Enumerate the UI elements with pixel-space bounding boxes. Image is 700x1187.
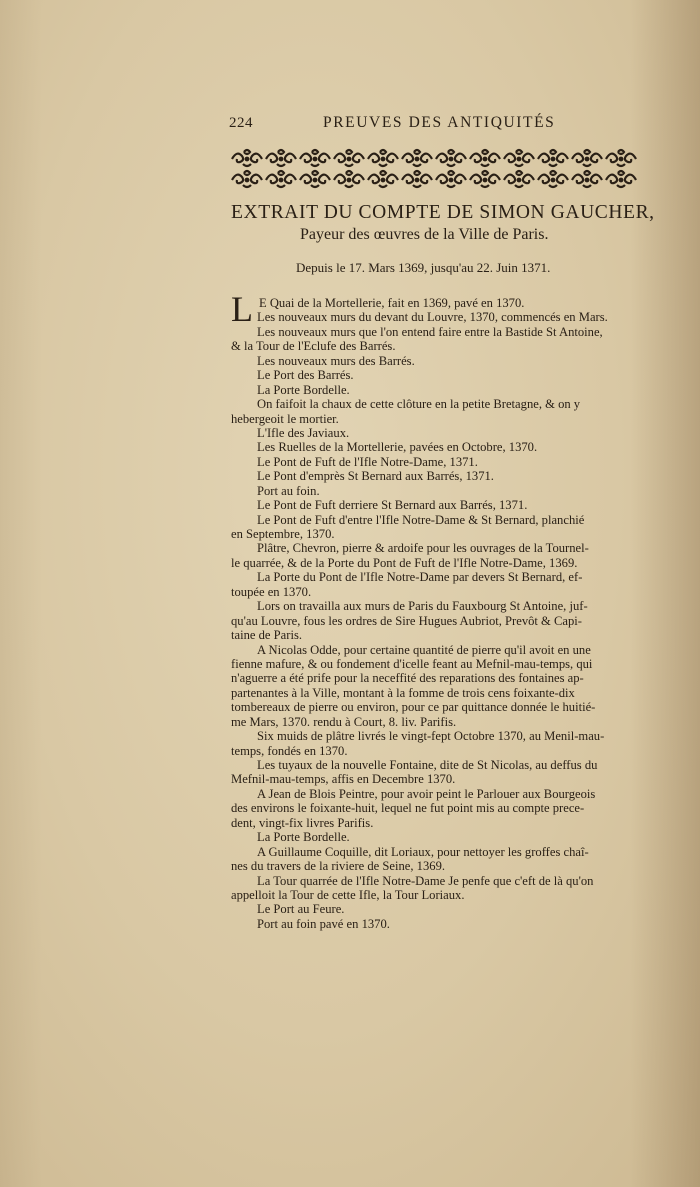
text-line: & la Tour de l'Eclufe des Barrés. [231,339,396,354]
text-line: E Quai de la Mortellerie, fait en 1369, pavé en 1370. [259,296,525,310]
fleuron-ornament [606,150,636,166]
text-line: hebergeoit le mortier. [231,411,339,426]
text-line: me Mars, 1370. rendu à Court, 8. liv. Parifis. [231,714,457,729]
text-line: qu'au Louvre, fous les ordres de Sire Hugues Aubriot, Prevôt & Capi- [231,613,582,628]
fleuron-ornament [572,150,602,166]
text-line: La Tour quarrée de l'Ifle Notre-Dame Je penfe que c'eft de là qu'on [257,873,594,888]
text-line: A Guillaume Coquille, dit Loriaux, pour nettoyer les groffes chaî- [257,844,589,859]
fleuron-ornament [606,171,636,187]
text-line: Le Port au Feure. [257,902,345,917]
text-line: Mefnil-mau-temps, affis en Decembre 1370. [231,772,456,787]
fleuron-ornament [436,150,466,166]
fleuron-ornament [266,150,296,166]
text-line: Lors on travailla aux murs de Paris du Fauxbourg St Antoine, juf- [257,599,588,614]
text-line: A Nicolas Odde, pour certaine quantité de pierre qu'il avoit en une [257,642,591,657]
text-line: La Porte du Pont de l'Ifle Notre-Dame par devers St Bernard, ef- [257,570,583,585]
running-title: PREUVES DES ANTIQUITÉS [323,114,556,131]
fleuron-ornament [470,150,500,166]
text-line: A Jean de Blois Peintre, pour avoir peint le Parlouer aux Bourgeois [257,786,596,801]
fleuron-ornament [266,171,296,187]
text-line: toupée en 1370. [231,584,312,599]
text-line: nes du travers de la riviere de Seine, 1369. [231,859,446,874]
text-line: le quarrée, & de la Porte du Pont de Fuft de l'Ifle Notre-Dame, 1369. [231,555,578,570]
fleuron-ornament [300,171,330,187]
text-line: Port au foin. [257,483,320,498]
text-body [231,289,641,931]
document-title: EXTRAIT DU COMPTE DE SIMON GAUCHER, [231,202,655,223]
text-line: Les nouveaux murs des Barrés. [257,353,415,368]
text-line: temps, fondés en 1370. [231,743,348,758]
text-line: Le Pont de Fuft de l'Ifle Notre-Dame, 1371. [257,454,478,469]
fleuron-ornament [538,150,568,166]
text-line: partenantes à la Ville, montant à la fomme de trois cens foixante-dix [231,685,575,700]
text-line: L'Ifle des Javiaux. [257,425,350,440]
text-line: taine de Paris. [231,628,302,643]
text-line: La Porte Bordelle. [257,830,350,845]
text-line: Le Pont de Fuft d'entre l'Ifle Notre-Dame & St Bernard, planchié [257,512,585,527]
fleuron-ornament [402,150,432,166]
text-line: Les nouveaux murs que l'on entend faire entre la Bastide St Antoine, [257,324,603,339]
page-number: 224 [229,115,253,131]
fleuron-ornament [334,150,364,166]
text-line: Port au foin pavé en 1370. [257,916,390,931]
text-line: des environs le foixante-huit, lequel ne fut point mis au compte prece- [231,801,585,816]
ornamental-headpiece [230,148,638,192]
date-range: Depuis le 17. Mars 1369, jusqu'au 22. Juin 1371. [296,260,551,275]
text-line: Le Port des Barrés. [257,368,354,383]
fleuron-ornament [538,171,568,187]
text-line: Le Pont d'emprès St Bernard aux Barrés, 1371. [257,469,494,484]
fleuron-ornament [368,150,398,166]
fleuron-ornament [504,171,534,187]
fleuron-ornament [232,171,262,187]
fleuron-ornament [572,171,602,187]
document-subtitle: Payeur des œuvres de la Ville de Paris. [300,226,549,243]
fleuron-ornament [402,171,432,187]
text-line: dent, vingt-fix livres Parifis. [231,815,374,830]
text-line: On faifoit la chaux de cette clôture en la petite Bretagne, & on y [257,397,581,412]
text-line: La Porte Bordelle. [257,382,350,397]
text-line: Six muids de plâtre livrés le vingt-fept Octobre 1370, au Menil-mau- [257,729,605,744]
running-head [229,112,565,134]
fleuron-ornament [436,171,466,187]
text-line: Les nouveaux murs du devant du Louvre, 1370, commencés en Mars. [257,310,608,325]
fleuron-ornament [232,150,262,166]
text-line: fienne mafure, & ou fondement d'icelle feant au Mefnil-mau-temps, qui [231,656,593,671]
text-line: tombereaux de pierre ou environ, pour ce par quittance donnée le huitié- [231,700,596,715]
text-line: Le Pont de Fuft derriere St Bernard aux Barrés, 1371. [257,498,528,513]
fleuron-ornament [300,150,330,166]
fleuron-ornament [334,171,364,187]
text-line: Les tuyaux de la nouvelle Fontaine, dite de St Nicolas, au deffus du [257,758,598,772]
text-line: Plâtre, Chevron, pierre & ardoife pour les ouvrages de la Tournel- [257,541,589,556]
fleuron-ornament [368,171,398,187]
fleuron-ornament [504,150,534,166]
drop-cap: L [231,289,253,329]
text-line: en Septembre, 1370. [231,527,335,541]
text-line: n'aguerre a été prife pour la neceffité des reparations des fontaines ap- [231,671,584,686]
text-line: Les Ruelles de la Mortellerie, pavées en Octobre, 1370. [257,440,538,455]
text-line: appelloit la Tour de cette Ifle, la Tour Loriaux. [231,887,465,902]
fleuron-ornament [470,171,500,187]
